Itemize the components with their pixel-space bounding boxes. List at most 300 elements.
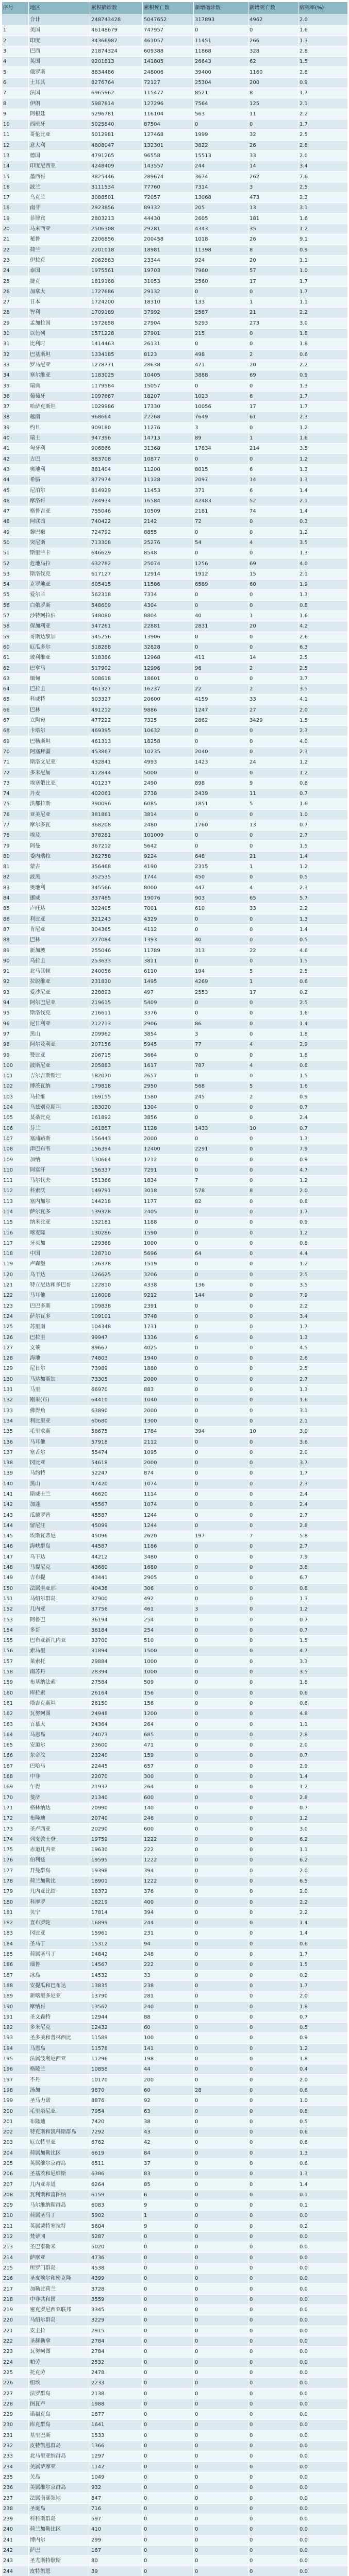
index-cell: 39 xyxy=(2,422,29,433)
total-cases-cell: 99947 xyxy=(90,1332,143,1343)
new-deaths-cell: 0 xyxy=(248,2169,298,2179)
total-deaths-cell: 2112 xyxy=(143,1437,194,1447)
column-header-index[interactable]: 序号 xyxy=(2,2,29,15)
new-deaths-cell: 61 xyxy=(248,412,298,422)
new-deaths-cell: 0 xyxy=(248,2012,298,2022)
new-deaths-cell: 0 xyxy=(248,997,298,1008)
total-cases-cell: 187 xyxy=(90,2545,143,2555)
new-cases-cell: 0 xyxy=(194,1489,248,1499)
table-row xyxy=(2,726,348,736)
region-cell: 法属南部领地 xyxy=(29,2493,90,2503)
index-cell: 111 xyxy=(2,1175,29,1185)
index-cell: 43 xyxy=(2,464,29,474)
new-deaths-cell: 328 xyxy=(248,46,298,56)
new-cases-cell: 89 xyxy=(194,433,248,443)
total-cases-cell: 13562 xyxy=(90,2002,143,2012)
region-cell: 几内亚赤道 xyxy=(29,2179,90,2190)
region-cell: 冈比亚 xyxy=(29,1928,90,1939)
fatality-rate-cell: 3.4 xyxy=(298,1311,348,1321)
new-deaths-cell: 69 xyxy=(248,370,298,381)
table-row xyxy=(2,2503,348,2514)
new-deaths-cell: 0 xyxy=(248,1949,298,1959)
fatality-rate-cell: 1.6 xyxy=(298,1008,348,1019)
total-cases-cell: 156443 xyxy=(90,1133,143,1144)
new-cases-cell: 0 xyxy=(194,1636,248,1646)
total-cases-cell: 6083 xyxy=(90,2200,143,2211)
total-deaths-cell: 0 xyxy=(143,2378,194,2388)
fatality-rate-cell: 0.9 xyxy=(298,370,348,381)
fatality-rate-cell: 0.7 xyxy=(298,1751,348,1761)
region-cell: 挪威 xyxy=(29,893,90,903)
index-cell: 145 xyxy=(2,1531,29,1541)
region-cell: 印度尼西亚 xyxy=(29,161,90,172)
new-cases-cell: 39400 xyxy=(194,67,248,77)
region-cell: 吉尔吉斯斯坦 xyxy=(29,1071,90,1081)
index-cell: 82 xyxy=(2,872,29,883)
total-deaths-cell: 26131 xyxy=(143,339,194,349)
region-cell: 东帝汶 xyxy=(29,1751,90,1761)
new-deaths-cell: 0 xyxy=(248,2493,298,2503)
table-row xyxy=(2,1322,348,1332)
region-cell: 斯洛伐克 xyxy=(29,569,90,579)
total-cases-cell: 74803 xyxy=(90,1353,143,1364)
fatality-rate-cell: 2.6 xyxy=(298,632,348,642)
total-cases-cell: 304365 xyxy=(90,924,143,935)
total-cases-cell: 109101 xyxy=(90,1311,143,1321)
table-row xyxy=(2,1291,348,1301)
region-cell: 多米尼加 xyxy=(29,768,90,778)
new-cases-cell: 22 xyxy=(194,684,248,694)
new-deaths-cell: 0 xyxy=(248,1960,298,1970)
table-row xyxy=(2,2263,348,2273)
index-cell: 209 xyxy=(2,2200,29,2211)
table-row xyxy=(2,997,348,1008)
table-row xyxy=(2,360,348,370)
total-cases-cell: 6264 xyxy=(90,2179,143,2190)
table-row xyxy=(2,213,348,224)
new-deaths-cell: 125 xyxy=(248,98,298,109)
total-cases-cell: 1724200 xyxy=(90,297,143,308)
index-cell: 192 xyxy=(2,2023,29,2033)
total-deaths-cell: 5642 xyxy=(143,841,194,851)
total-deaths-cell: 2391 xyxy=(143,1301,194,1311)
total-deaths-cell: 3856 xyxy=(143,1113,194,1123)
total-cases-cell: 402061 xyxy=(90,788,143,799)
total-cases-cell: 9201813 xyxy=(90,57,143,67)
total-deaths-cell: 27901 xyxy=(143,328,194,338)
new-cases-cell: 0 xyxy=(194,1803,248,1813)
new-deaths-cell: 0 xyxy=(248,1771,298,1782)
new-deaths-cell: 0 xyxy=(248,1165,298,1175)
new-deaths-cell: 0 xyxy=(248,1207,298,1217)
table-row xyxy=(2,1824,348,1834)
table-row xyxy=(2,1594,348,1604)
new-deaths-cell: 14 xyxy=(248,161,298,172)
new-deaths-cell: 33 xyxy=(248,904,298,914)
region-cell: 圣文森特 xyxy=(29,2012,90,2022)
region-cell: 保加利亚 xyxy=(29,621,90,632)
new-cases-cell: 0 xyxy=(194,1897,248,1907)
column-header-fatality-rate[interactable]: 病死率(%) xyxy=(298,2,348,15)
index-cell: 74 xyxy=(2,788,29,799)
total-cases-cell: 4538 xyxy=(90,2263,143,2273)
index-cell: 130 xyxy=(2,1374,29,1384)
new-deaths-cell: 1 xyxy=(248,977,298,987)
index-cell: 187 xyxy=(2,1970,29,1980)
total-cases-cell: 548080 xyxy=(90,611,143,621)
table-row xyxy=(2,1374,348,1384)
total-cases-cell: 14532 xyxy=(90,1970,143,1980)
fatality-rate-cell: 0.8 xyxy=(298,1196,348,1207)
fatality-rate-cell: 1.2 xyxy=(298,1604,348,1615)
new-cases-cell: 0 xyxy=(194,2472,248,2482)
table-row xyxy=(2,1876,348,1886)
fatality-rate-cell: 1.4 xyxy=(298,1771,348,1782)
region-cell: 尼日尔 xyxy=(29,1364,90,1374)
total-deaths-cell: 27904 xyxy=(143,318,194,328)
index-cell: 208 xyxy=(2,2190,29,2200)
index-cell: 233 xyxy=(2,2451,29,2462)
total-deaths-cell: 4190 xyxy=(143,862,194,872)
total-deaths-cell: 37992 xyxy=(143,308,194,318)
new-deaths-cell: 0 xyxy=(248,2483,298,2493)
new-cases-cell: 0 xyxy=(194,1520,248,1531)
column-header-total-deaths[interactable]: 累积死亡数 xyxy=(143,2,194,15)
table-row xyxy=(2,1332,348,1343)
column-header-region[interactable]: 地区 xyxy=(29,2,90,15)
total-deaths-cell: 5409 xyxy=(143,997,194,1008)
table-row xyxy=(2,1479,348,1489)
total-cases-cell: 240056 xyxy=(90,967,143,977)
index-cell: 150 xyxy=(2,1583,29,1594)
fatality-rate-cell: 2.8 xyxy=(298,140,348,150)
fatality-rate-cell: 2.2 xyxy=(298,360,348,370)
index-cell: 202 xyxy=(2,2127,29,2137)
total-deaths-cell: 89332 xyxy=(143,203,194,213)
new-deaths-cell: 0 xyxy=(248,2305,298,2315)
new-cases-cell: 1247 xyxy=(194,705,248,715)
total-deaths-cell: 6 xyxy=(143,2190,194,2200)
new-cases-cell: 447 xyxy=(194,883,248,893)
total-deaths-cell: 12968 xyxy=(143,653,194,663)
table-row xyxy=(2,1416,348,1426)
region-cell: 加勒比荷兰 xyxy=(29,2284,90,2294)
total-deaths-cell: 18207 xyxy=(143,391,194,401)
index-cell: 114 xyxy=(2,1207,29,1217)
new-cases-cell: 0 xyxy=(194,1322,248,1332)
region-cell: 英国 xyxy=(29,57,90,67)
total-deaths-cell: 2480 xyxy=(143,820,194,830)
region-cell: 荷属圣马丁 xyxy=(29,2211,90,2221)
index-cell: 73 xyxy=(2,778,29,788)
total-cases-cell: 5987814 xyxy=(90,98,143,109)
new-deaths-cell: 0 xyxy=(248,1688,298,1698)
index-cell: 27 xyxy=(2,297,29,308)
total-cases-cell: 906866 xyxy=(90,444,143,454)
total-deaths-cell: 16584 xyxy=(143,496,194,506)
new-cases-cell: 0 xyxy=(194,1583,248,1594)
new-deaths-cell: 0 xyxy=(248,2409,298,2419)
new-cases-cell: 0 xyxy=(194,1573,248,1583)
index-cell: 166 xyxy=(2,1751,29,1761)
new-deaths-cell: 4 xyxy=(248,1060,298,1071)
region-cell: 巴林 xyxy=(29,705,90,715)
new-cases-cell: 0 xyxy=(194,1395,248,1405)
total-deaths-cell: 1095 xyxy=(143,1447,194,1458)
column-header-new-deaths[interactable]: 新增死亡数 xyxy=(248,2,298,15)
table-row xyxy=(2,1186,348,1196)
fatality-rate-cell: 2.0 xyxy=(298,2075,348,2085)
total-deaths-cell: 1222 xyxy=(143,1834,194,1844)
total-cases-cell: 2233 xyxy=(90,2378,143,2388)
index-cell: 105 xyxy=(2,1113,29,1123)
new-deaths-cell: 4962 xyxy=(248,15,298,25)
total-deaths-cell: 11453 xyxy=(143,485,194,496)
region-cell: 冈比亚 xyxy=(29,1458,90,1468)
fatality-rate-cell: 0.0 xyxy=(298,2367,348,2378)
new-deaths-cell: 0 xyxy=(248,2075,298,2085)
region-cell: 圣基茨和尼维斯 xyxy=(29,2169,90,2179)
column-header-total-cases[interactable]: 累积确诊数 xyxy=(90,2,143,15)
total-cases-cell: 2784 xyxy=(90,2336,143,2346)
fatality-rate-cell: 1.6 xyxy=(298,611,348,621)
new-cases-cell: 0 xyxy=(194,2127,248,2137)
new-deaths-cell: 0 xyxy=(248,1583,298,1594)
new-deaths-cell: 2 xyxy=(248,684,298,694)
table-row xyxy=(2,2023,348,2033)
index-cell: 223 xyxy=(2,2347,29,2357)
fatality-rate-cell: 0.3 xyxy=(298,517,348,527)
index-cell: 201 xyxy=(2,2116,29,2127)
total-deaths-cell: 1680 xyxy=(143,1562,194,1572)
total-cases-cell: 36194 xyxy=(90,1615,143,1625)
index-cell: 138 xyxy=(2,1458,29,1468)
fatality-rate-cell: 2.0 xyxy=(298,15,348,25)
region-cell: 阿鲁巴 xyxy=(29,1615,90,1625)
fatality-rate-cell: 0.9 xyxy=(298,1217,348,1228)
region-cell: 圣皮埃尔和密克隆 xyxy=(29,2274,90,2284)
total-cases-cell: 352535 xyxy=(90,872,143,883)
new-deaths-cell: 1160 xyxy=(248,67,298,77)
total-cases-cell: 277084 xyxy=(90,935,143,945)
region-cell: 荷兰加勒比 xyxy=(29,1876,90,1886)
total-cases-cell: 14567 xyxy=(90,1960,143,1970)
region-cell: 厄立特里亚 xyxy=(29,2138,90,2148)
column-header-new-cases[interactable]: 新增确诊数 xyxy=(194,2,248,15)
table-row xyxy=(2,412,348,422)
index-cell: 118 xyxy=(2,1249,29,1259)
fatality-rate-cell: 0.5 xyxy=(298,2116,348,2127)
total-deaths-cell: 1500 xyxy=(143,1646,194,1656)
total-cases-cell: 17814 xyxy=(90,1907,143,1918)
total-deaths-cell: 43 xyxy=(143,2127,194,2137)
region-cell: 荷属圣马丁 xyxy=(29,1949,90,1959)
total-cases-cell: 299 xyxy=(90,2535,143,2545)
total-cases-cell: 362758 xyxy=(90,851,143,861)
new-cases-cell: 0 xyxy=(194,2116,248,2127)
region-cell: 多哥 xyxy=(29,1625,90,1635)
new-deaths-cell: 8 xyxy=(248,1186,298,1196)
index-cell: 180 xyxy=(2,1897,29,1907)
total-cases-cell: 2803213 xyxy=(90,213,143,224)
region-cell: 圣多美和普林西比 xyxy=(29,2033,90,2043)
new-cases-cell: 0 xyxy=(194,1792,248,1803)
fatality-rate-cell: 7.9 xyxy=(298,1144,348,1155)
fatality-rate-cell: 1.2 xyxy=(298,1259,348,1269)
table-row xyxy=(2,2305,348,2315)
total-deaths-cell: 1074 xyxy=(143,1479,194,1489)
new-cases-cell: 411 xyxy=(194,653,248,663)
fatality-rate-cell: 1.2 xyxy=(298,2043,348,2054)
new-deaths-cell: 0 xyxy=(248,2284,298,2294)
fatality-rate-cell: 1.3 xyxy=(298,1332,348,1343)
total-deaths-cell: 42 xyxy=(143,2138,194,2148)
table-row xyxy=(2,1918,348,1928)
index-cell: 55 xyxy=(2,590,29,600)
new-cases-cell: 0 xyxy=(194,590,248,600)
new-cases-cell: 0 xyxy=(194,1437,248,1447)
new-deaths-cell: 0 xyxy=(248,768,298,778)
total-cases-cell: 5287 xyxy=(90,2231,143,2242)
region-cell: 巴拉圭 xyxy=(29,684,90,694)
table-row xyxy=(2,130,348,140)
fatality-rate-cell: 0.7 xyxy=(298,820,348,830)
total-deaths-cell: 300 xyxy=(143,1771,194,1782)
fatality-rate-cell: 1.3 xyxy=(298,2169,348,2179)
total-cases-cell: 491212 xyxy=(90,705,143,715)
total-deaths-cell: 12400 xyxy=(143,1144,194,1155)
index-cell: 71 xyxy=(2,757,29,768)
total-deaths-cell: 12996 xyxy=(143,663,194,673)
new-deaths-cell: 10 xyxy=(248,1123,298,1133)
total-deaths-cell: 92 xyxy=(143,2096,194,2106)
total-cases-cell: 1179584 xyxy=(90,381,143,391)
region-cell: 拉脱维亚 xyxy=(29,977,90,987)
index-cell: 152 xyxy=(2,1604,29,1615)
index-cell: 160 xyxy=(2,1688,29,1698)
new-deaths-cell: 0 xyxy=(248,1008,298,1019)
region-cell: 葡萄牙 xyxy=(29,391,90,401)
index-cell: 176 xyxy=(2,1855,29,1866)
total-cases-cell: 64410 xyxy=(90,1395,143,1405)
total-cases-cell: 784934 xyxy=(90,496,143,506)
total-cases-cell: 8834486 xyxy=(90,67,143,77)
total-cases-cell: 10170 xyxy=(90,2075,143,2085)
total-deaths-cell: 2000 xyxy=(143,1133,194,1144)
index-cell: 212 xyxy=(2,2231,29,2242)
table-row xyxy=(2,1458,348,1468)
index-cell: 215 xyxy=(2,2263,29,2273)
total-cases-cell: 412844 xyxy=(90,768,143,778)
total-deaths-cell: 115477 xyxy=(143,88,194,98)
fatality-rate-cell: 2.6 xyxy=(298,1353,348,1364)
total-deaths-cell: 394 xyxy=(143,1907,194,1918)
new-deaths-cell: 24 xyxy=(248,757,298,768)
total-cases-cell: 1988 xyxy=(90,2399,143,2409)
region-cell: 危地马拉 xyxy=(29,558,90,569)
fatality-rate-cell: 1.6 xyxy=(298,25,348,36)
total-deaths-cell: 0 xyxy=(143,2357,194,2367)
fatality-rate-cell: 1.2 xyxy=(298,422,348,433)
new-deaths-cell: 0 xyxy=(248,914,298,924)
new-deaths-cell: 0 xyxy=(248,2326,298,2336)
region-cell: 毛里塔尼亚 xyxy=(29,2106,90,2116)
table-row xyxy=(2,1615,348,1625)
total-deaths-cell: 8000 xyxy=(143,883,194,893)
total-deaths-cell: 0 xyxy=(143,2493,194,2503)
index-cell: 135 xyxy=(2,1427,29,1437)
new-deaths-cell: 0 xyxy=(248,2085,298,2095)
index-cell: 155 xyxy=(2,1636,29,1646)
total-cases-cell: 4248409 xyxy=(90,161,143,172)
new-deaths-cell: 0 xyxy=(248,2190,298,2200)
new-deaths-cell: 32 xyxy=(248,130,298,140)
index-cell: 221 xyxy=(2,2326,29,2336)
total-deaths-cell: 1731 xyxy=(143,1322,194,1332)
table-row xyxy=(2,109,348,119)
table-row xyxy=(2,809,348,820)
new-deaths-cell: 0 xyxy=(248,1071,298,1081)
index-cell: 241 xyxy=(2,2535,29,2545)
region-cell: 多米尼克 xyxy=(29,2023,90,2033)
total-deaths-cell: 0 xyxy=(143,2336,194,2346)
total-deaths-cell: 23344 xyxy=(143,255,194,265)
new-cases-cell: 0 xyxy=(194,2179,248,2190)
total-cases-cell: 632782 xyxy=(90,558,143,569)
fatality-rate-cell: 0.7 xyxy=(298,788,348,799)
table-row xyxy=(2,1897,348,1907)
fatality-rate-cell: 6.7 xyxy=(298,1573,348,1583)
new-deaths-cell: 0 xyxy=(248,1510,298,1520)
fatality-rate-cell: 3.1 xyxy=(298,1405,348,1416)
table-row xyxy=(2,1437,348,1447)
total-cases-cell: 5604 xyxy=(90,2221,143,2231)
total-cases-cell: 1366 xyxy=(90,2441,143,2451)
new-cases-cell: 0 xyxy=(194,1939,248,1949)
table-row xyxy=(2,172,348,182)
region-cell: 文莱 xyxy=(29,1343,90,1353)
total-cases-cell: 605415 xyxy=(90,580,143,590)
new-deaths-cell: 0 xyxy=(248,726,298,736)
new-deaths-cell: 57 xyxy=(248,266,298,276)
table-row xyxy=(2,2252,348,2263)
table-row xyxy=(2,234,348,245)
table-row xyxy=(2,2294,348,2304)
table-row xyxy=(2,2388,348,2399)
new-cases-cell: 0 xyxy=(194,1991,248,2002)
total-cases-cell: 453867 xyxy=(90,747,143,757)
index-cell: 120 xyxy=(2,1269,29,1280)
total-deaths-cell: 2738 xyxy=(143,788,194,799)
fatality-rate-cell: 1.2 xyxy=(298,757,348,768)
new-deaths-cell: 0 xyxy=(248,1029,298,1039)
new-cases-cell: 0 xyxy=(194,1552,248,1562)
fatality-rate-cell: 3.3 xyxy=(298,1656,348,1667)
region-cell: 阿富汗 xyxy=(29,1165,90,1175)
total-cases-cell: 151366 xyxy=(90,1175,143,1185)
new-cases-cell: 2553 xyxy=(194,987,248,997)
new-deaths-cell: 0 xyxy=(248,1907,298,1918)
total-cases-cell: 161887 xyxy=(90,1123,143,1133)
table-row xyxy=(2,2367,348,2378)
total-cases-cell: 45096 xyxy=(90,1531,143,1541)
new-deaths-cell: 0 xyxy=(248,2545,298,2555)
total-cases-cell: 562318 xyxy=(90,590,143,600)
total-deaths-cell: 492 xyxy=(143,1594,194,1604)
region-cell: 罗马尼亚 xyxy=(29,360,90,370)
region-cell: 马绍尔群岛 xyxy=(29,1594,90,1604)
fatality-rate-cell: 0.6 xyxy=(298,1688,348,1698)
